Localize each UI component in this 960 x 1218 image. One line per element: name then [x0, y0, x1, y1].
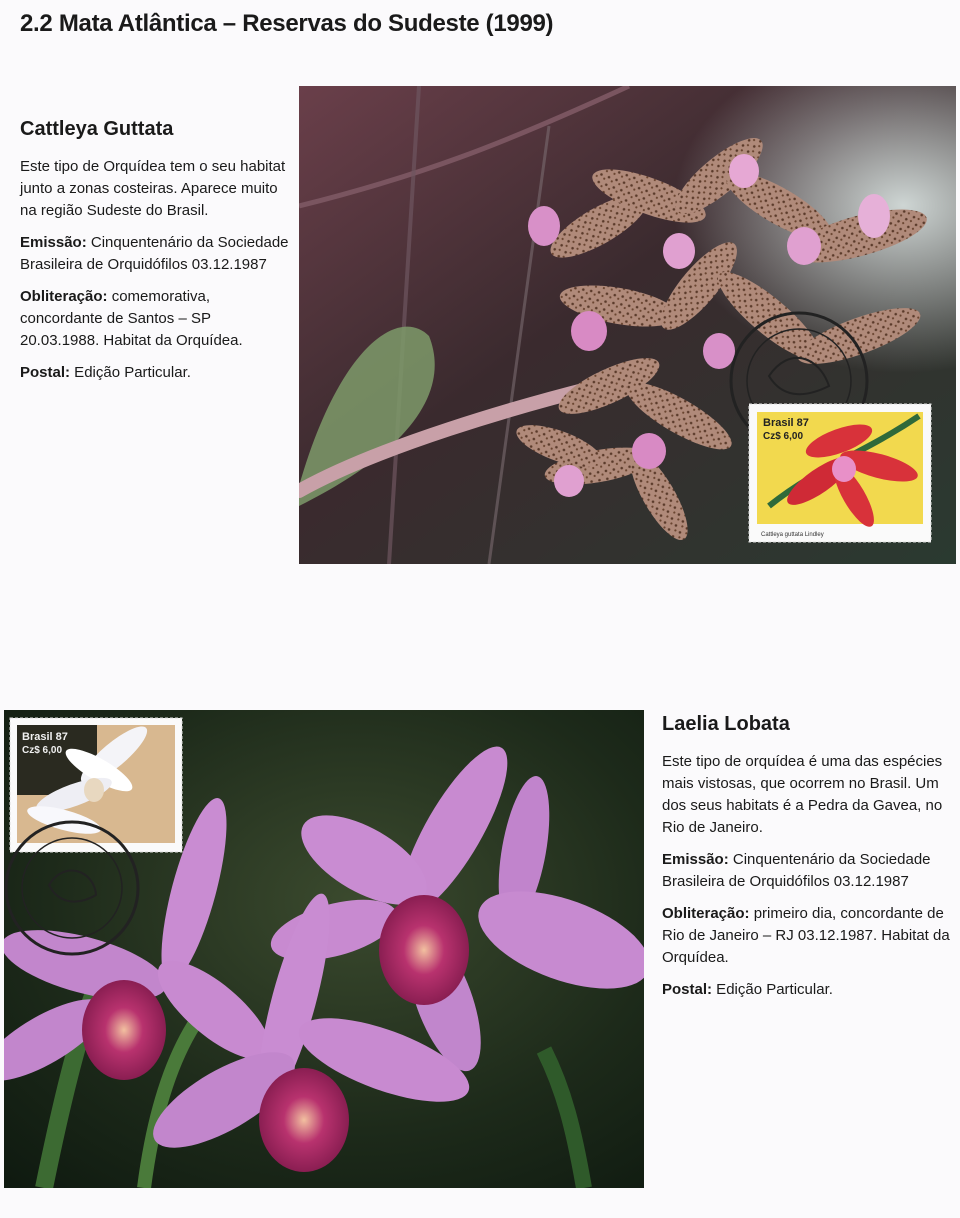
maximum-card-cattleya — [299, 86, 956, 564]
cattleya-photo — [299, 86, 956, 564]
stamp-caption: Cattleya guttata Lindley — [761, 532, 824, 538]
emissao-label: Emissão: — [662, 851, 729, 868]
section-description: Este tipo de Orquídea tem o seu habitat junto a zonas costeiras. Aparece muito na região Sudeste do Brasil. — [20, 158, 286, 219]
obliteracao-label: Obliteração: — [662, 905, 750, 922]
laelia-photo — [4, 710, 644, 1188]
stamp-country: Brasil 87 — [763, 417, 809, 429]
postal-text: Edição Particular. — [70, 364, 191, 381]
section-description: Este tipo de orquídea é uma das espécies mais vistosas, que ocorrem no Brasil. Um dos seus habitats é a Pedra da Gavea, no Rio de Janeiro. — [662, 753, 943, 836]
emissao-text: Cinquentenário da Sociedade Brasileira de Orquidófilos 03.12.1987 — [20, 234, 289, 273]
postal-paragraph — [20, 362, 290, 384]
emissao-text: Cinquentenário da Sociedade Brasileira de Orquidófilos 03.12.1987 — [662, 851, 931, 890]
section-cattleya-text — [20, 118, 290, 394]
section-laelia-text — [662, 713, 952, 1011]
postal-label: Postal: — [20, 364, 71, 381]
section-heading: Laelia Lobata — [662, 713, 790, 735]
obliteracao-text: comemorativa, concordante de Santos – SP 20.03.1988. Habitat da Orquídea. — [20, 288, 243, 349]
postal-text: Edição Particular. — [712, 981, 833, 998]
maximum-card-laelia — [4, 710, 644, 1188]
postal-paragraph — [662, 979, 952, 1001]
obliteracao-paragraph — [662, 903, 952, 969]
page-title: 2.2 Mata Atlântica – Reservas do Sudeste (1999) — [20, 10, 554, 37]
emissao-paragraph — [20, 232, 290, 276]
obliteracao-label: Obliteração: — [20, 288, 108, 305]
stamp-value: Cz$ 6,00 — [22, 745, 63, 756]
postal-label: Postal: — [662, 981, 713, 998]
obliteracao-paragraph — [20, 286, 290, 352]
postage-stamp — [749, 404, 931, 542]
section-heading: Cattleya Guttata — [20, 118, 174, 140]
stamp-value: Cz$ 6,00 — [763, 431, 804, 442]
emissao-paragraph — [662, 849, 952, 893]
emissao-label: Emissão: — [20, 234, 87, 251]
obliteracao-text: primeiro dia, concordante de Rio de Janeiro – RJ 03.12.1987. Habitat da Orquídea. — [662, 905, 950, 966]
stamp-country: Brasil 87 — [22, 731, 68, 743]
